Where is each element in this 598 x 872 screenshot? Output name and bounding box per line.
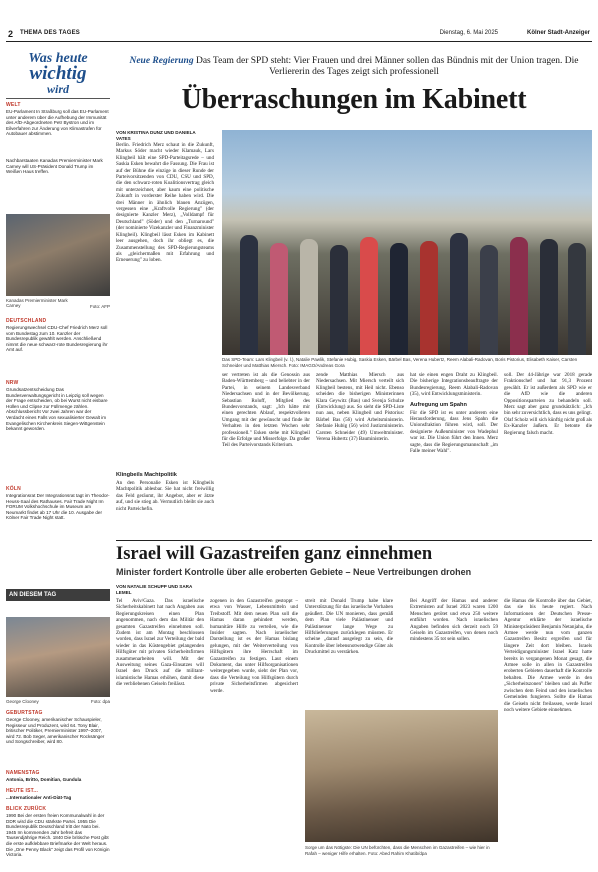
article1-column-5: soll. Der 44-Jährige war 2018 gerade Fraktionschef und hat 91,3 Prozent gewählt. Er ist außerdem als SPD wie er die AfD wie die anderen Oppositionsparteien zu behandeln soll. Merz sagt aber ganz grundsätzlich: „Ich bin sehr zuversichtlich, dass es uns gelingt. Olaf Scholz will sich künftig nicht groß als Ex-Kanzler äußern. Er betonte die Regierung falsch macht. (504, 372, 592, 436)
welt-label: WELT (6, 102, 21, 108)
article1-byline: VON KRISTINA DUNZ UND DANIELA VATES (116, 130, 196, 141)
article1-col1b-text: An den Personalie Esken ist Klingbeils Machtpolitik ablesbar. Sie hat nicht freiwillig das Feld geräumt, ihr Angebot, aber er ätzte auf, und sie stieg ab. Vermutlich bleibt sie auch nicht Parteichefin. (116, 480, 214, 512)
cabinet-caption-text: Das SPD-Team: Lars Klingbeil (v. l.), Natalie Pawlik, Stefanie Hubig, Saskia Esken, Bärbel Bas, Verena Hubertz, Reem Alabali-Radovan, Boris Pistorius, Elisabeth Kaiser, Carsten Schneider und Matthias Miersch. (222, 357, 578, 368)
koeln-label: KÖLN (6, 486, 21, 492)
article1-kicker (116, 56, 592, 78)
sidebar-title-line3: wird (46, 82, 69, 96)
page-number: 2 (8, 29, 14, 39)
sidebar-title-line2: wichtig (29, 63, 87, 84)
carney-credit: Foto: AFP (89, 304, 110, 309)
page-header (0, 0, 598, 40)
article2-column-3: streit mit Donald Trump habe klare Unterstützung für das israelische Vorhaben geäußert. Die UN monieren, dass gemäß dem Plan viele Palästinenser und Palästinenser lange Wege zu Hilfslieferungen zurücklegen müssten. Er scheine „darauf ausgelegt zu sein, die Kontrolle über lebensnotwendige Güter als Druckmittel zu verstärken. (305, 598, 393, 656)
heute-ist-text: ...Internationaler Anti-Diät-Tag (6, 795, 72, 800)
article2-column-4: Bei Angriff der Hamas und anderer Extremisten auf Israel 2023 waren 1200 Menschen getötet und etwa 250 weitere entführt worden. Nach israelischen Angaben befinden sich derzeit noch 59 Geiseln im Gazastreifen, von denen noch mindestens 35 tot sein sollen. (410, 598, 498, 643)
gaza-caption-text: Sorge um das Nötigste: Die UN befürchten, dass die Menschen im Gazastreifen – wie hier in Rafah – weniger Hilfe erhalten. (305, 845, 490, 856)
article1-subheading-2: Aufregung um Spahn (410, 401, 467, 408)
section-label: THEMA DES TAGES (20, 30, 81, 36)
kicker-text: Das Team der SPD steht: Vier Frauen und drei Männer sollen das Bündnis mit der Union tragen. Die Verliererin des Tages zeigt sich professionell (195, 56, 579, 77)
carney-photo (6, 214, 110, 296)
heute-ist-label: HEUTE IST... (6, 788, 39, 794)
cabinet-photo-caption (222, 357, 592, 368)
sidebar-rule (6, 98, 110, 99)
deutschland-text: Regierungswechsel CDU-Chef Friedrich Merz soll vom Bundestag zum 10. Kanzler der Bundesrepublik gewählt werden. Anschließend nimmt die neue schwarz-rote Bundesregierung ihr Amt auf. (6, 325, 108, 353)
nrw-text: Grundsatzentscheidung Das Bundesverwaltungsgericht in Leipzig soll wegen der Frage entscheiden, ob bei Wurst nicht eisbare Hüllen und Clipse zur Füllmenge zählen. Abschlussbericht Vor zwei Jahren war der Verdacht eines Falls von sexualisierter Gewalt im Evangelischen Kirchenkreis Siegen-Wittgenstein bekannt geworden. (6, 387, 108, 432)
article1-subheading: Klingbeils Machtpolitik (116, 472, 177, 478)
namenstag-text: Antonia, Britto, Domitian, Gundula (6, 777, 82, 782)
cabinet-photo-credit: Foto: IMAGO/Andreas Gora (288, 362, 345, 368)
deutschland-label: DEUTSCHLAND (6, 318, 47, 324)
geburtstag-label: GEBURTSTAG (6, 710, 43, 716)
article1-column-2: ser vertreten ist als die Genossin aus Baden-Württemberg – und beliebter in der Partei, in seinem Landesverband Niedersachsen und in der Bevölkerung. Sebastian Roloff, Mitglied des Bundesvorstands, sagt: „Ich hätte mir einen gerechten Ablauf, respektvolleren Umgang mit der gewünscht und finde ihr Verhalten in den letzten Wochen sehr professionell." Esken stehe mit Klingbeil für die Erfolge und Misserfolge. Da großer Teil des Parteivorstands Kriterium. (222, 372, 310, 449)
sidebar-title-line1: Was heute (28, 51, 88, 66)
kicker-bold: Neue Regierung (129, 56, 194, 66)
article1-col1-text: Berlin. Friedrich Merz schaut in die Zukunft, Markus Söder macht wieder Klamauk, Lars Klingbeil hält eine SPD-Parteitagsrede – und Saskia Esken bewahrt die Fassung. Die Frau ist auf der Bühne die einzige in dieser Runde der Parteivorsitzenden von CDU, CSU und SPD, die den schwarz-roten Koalitionsvertrag gleich mit unterzeichnet, aber kaum eine politische Zukunft in vorderster Reihe haben wird. Die drei Männer in ähnlich blauen Anzügen, vergessen eine „Kraftvolle Regierung" (der designierte Kanzler Merz), „Volldampf für Deutschland" (Söder) und den „Turnaround" (der nominierte Vizekanzler und Finanzminister Klingbeil). Klingbeil lässt Esken im Kabinett leer ausgehen, doch ihr obliegt es, die Zusammenstellung des SPD-Regierungsteams als „gleichermaßen mit Erfahrung und Erneuerung" zu loben. (116, 142, 214, 264)
article1-column-1 (116, 142, 214, 607)
article2-subheadline: Minister fordert Kontrolle über alle eroberten Gebiete – Neue Vertreibungen drohen (116, 567, 472, 577)
article1-col4-text: hat sie einen engen Draht zu Klingbeil. Die bisherige Integrationsbeauftragte der Bundesregierung, Reem Alabali-Radovan (35), wird Entwicklungsministerin. (410, 372, 498, 398)
welt-text-2: Nachbarstaaten Kanadas Premierminister Mark Carney will US-Präsident Donald Trump im Weißen Haus treffen. (6, 158, 103, 175)
clooney-caption: George Clooney (6, 699, 39, 704)
issue-date: Dienstag, 6. Mai 2025 (439, 30, 498, 36)
article2-byline: VON NATALIE SCHUPP UND SARA LEMEL (116, 584, 193, 595)
article2-column-1: Tel Aviv/Gaza. Das israelische Sicherheitskabinett hat nach Angaben aus Regierungskreisen einen Plan angenommen, nach dem das Militär den gesamten Gazastreifen einnehmen soll. Zudem ist am Montag beschlossen worden, dass Israel zur Verteilung der bald wieder in das Küstengebiet gelangenden Hilfsgüter mit privaten Sicherheitsfirmen zusammenarbeiten will. Mit der Ausweitung seines Gaza-Einsatzes will Israel den Druck auf die militant-islamistische Hamas erhöhen, damit diese die verbliebenen Geiseln freilässt. (116, 598, 204, 688)
clooney-credit: Foto: dpa (90, 699, 110, 704)
an-diesem-tag-box: AN DIESEM TAG (6, 589, 110, 601)
newspaper-name: Kölner Stadt-Anzeiger (526, 30, 590, 36)
article1-column-3: zende Matthias Miersch aus Niedersachsen. Mit Miersch verteilt sich Klingbeil bestens, mit Heil nicht. Ebenso scheiden die bisherigen Ministerinnen Klara Geywitz (Bau) und Svenja Schulze (Entwicklung) aus. So sieht die SPD-Liste nun aus, neben Klingbeil und Pistorius: Bärbel Bas (56) wird Arbeitsministerin. Stefanie Hubig (56) wird Justizministerin. Carsten Schneider (49) Umweltminister. Verena Hubertz (37) Bauministerin. (316, 372, 404, 443)
welt-text-1: EU-Parlament In Straßburg soll das EU-Parlament unter anderem über die Aufhebung der Immunität des AfD-Abgeordneten Petr Bystron und im Eilverfahren zur Änderung von Klimastrafen für Autobauer abstimmen. (6, 109, 109, 137)
article1-column-4 (410, 372, 498, 532)
header-rule (6, 41, 592, 42)
article2-column-2: zogenen in den Gazastreifen gestoppt – etwa von Wasser, Lebensmitteln und Treibstoff. Mit dem neuen Plan soll die Hamas daran gehindert werden, humanitäre Hilfe zu verteilen, wie die Insider sagten. Nach israelischer Darstellung ist es der Hamas bislang gelungen, mit der Weiterverteilung von Hilfsgütern ihre Herrschaft im Gazastreifen zu festigen. Laut einem Dokument, das unter Hilfsorganisationen weitergegeben wurde, sieht der Plan vor, dass die Verteilung von Hilfsgütern durch private Sicherheitsfirmen abgesichert werde. (210, 598, 298, 694)
geburtstag-text: George Clooney, amerikanischer Schauspieler, Regisseur und Produzent, wird 64. Tony Blair, britischer Politiker, Premierminister 1997–2007, wird 72. Bob Seger, amerikanischer Rocksänger und Songschreiber, wird 80. (6, 717, 105, 745)
article1-headline: Überraschungen im Kabinett (181, 84, 527, 115)
blick-zurueck-label: BLICK ZURÜCK (6, 806, 47, 812)
gaza-photo-credit: Foto: Abed Rahim Khatib/dpa (368, 850, 427, 856)
nrw-label: NRW (6, 380, 19, 386)
clooney-photo (6, 617, 110, 697)
article1-col4b-text: Für die SPD ist es unter anderem eine Herausforderung, dass Jens Spahn die Unionsfraktion führen wird, soll. Der designierte Außenminister von Wadephul war ist. Die Union führt den Innen. Merz sagte, dass die Regierungsmannschaft „im Falle meiner Wahl". (410, 409, 498, 455)
blick-zurueck-text: 1990 Bei der ersten freien Kommunalwahl in der DDR wird die CDU stärkste Partei. 1955 Die Bundesrepublik Deutschland tritt der Nato bei. 1945 Im kommenden Jahr befreit das Tausendjährige Reich. 1840 Die britische Post gibt die erste aufklebbare Briefmarke der Welt heraus. Die „One Penny Black" zeigt das Profil von Königin Victoria. (6, 813, 110, 858)
gaza-photo (305, 710, 498, 842)
article-separator (116, 540, 592, 541)
gaza-photo-caption (305, 845, 498, 856)
sidebar (6, 46, 110, 866)
article2-column-5: die Hamas die Kontrolle über das Gebiet, das sie bis heute regiert. Nach Informationen der Deutschen Presse-Agentur erklärte der israelische Ministerpräsident Benjamin Netanjahu, die Armee werde nun vom ganzen Gazastreifen Besitz ergreifen und für längere Zeit dort bleiben. Israels Verteidigungsminister Israel Katz hatte bereits in vergangenen Monat gesagt, die Armee solle in allen in Gazastreifen eroberten Gebieten dauerhaft die Kontrolle behalten. Die Armee werde in den „Sicherheitszonen" bleiben und als Puffer zwischen dem Feind und den israelischen Gemeinden fungieren. Sollte die Hamas die Geiseln nicht freilassen, werde Israel noch weitere Gebiete einnehmen. (504, 598, 592, 713)
cabinet-photo (222, 130, 592, 355)
koeln-text: Integrationsrat Der Integrationsrat tagt im Theodor-Heuss-Saal des Rathauses. Fair Trade Night Im FORUM Volkshochschule im Museum am Neumarkt findet ab 17 Uhr die 10. Ausgabe der Kölner Fair Trade Night statt. (6, 493, 110, 521)
namenstag-label: NAMENSTAG (6, 770, 40, 776)
carney-caption: Kanadas Premierminister Mark Carney (6, 298, 68, 309)
article2-headline: Israel will Gazastreifen ganz einnehmen (116, 544, 433, 564)
